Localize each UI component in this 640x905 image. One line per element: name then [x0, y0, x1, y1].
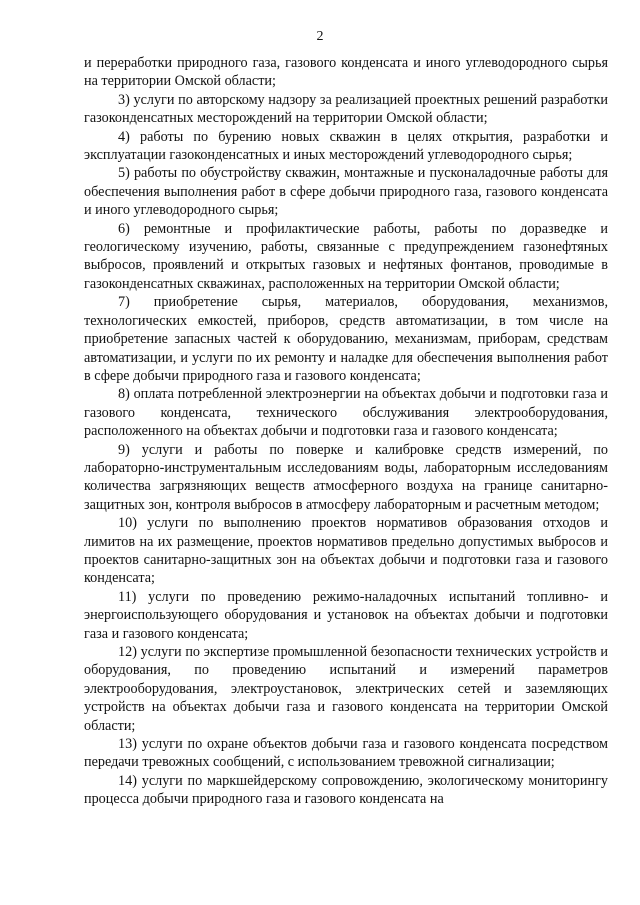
- paragraph-item-13: 13) услуги по охране объектов добычи газа и газового конденсата посредством передачи тревожных сообщений, с использованием тревожной сигнализации;: [84, 736, 608, 771]
- paragraph-item-6: 6) ремонтные и профилактические работы, работы по доразведке и геологическому изучению, работы, связанные с предупреждением газонефтяных выбросов, проявлений и открытых газовых и нефтяных фонтанов, проводимые в газоконденсатных скважинах, расположенных на территории Омской области;: [84, 220, 608, 292]
- page-number: 2: [316, 29, 324, 44]
- paragraph-item-14: 14) услуги по маркшейдерскому сопровождению, экологическому мониторингу процесса добычи природного газа и газового конденсата на: [84, 772, 608, 808]
- paragraph-item-3: 3) услуги по авторскому надзору за реализацией проектных решений разработки газоконденсатных месторождений на территории Омской области;: [84, 91, 608, 127]
- document-body: [84, 54, 608, 809]
- paragraph-item-7: 7) приобретение сырья, материалов, оборудования, механизмов, технологических емкостей, приборов, средств автоматизации, в том числе на приобретение запасных частей к оборудованию, механизмам, приборам, средствам автоматизации, и услуги по их ремонту и наладке для обеспечения выполнения работ в сфере добычи природного газа и газового конденсата;: [84, 294, 608, 384]
- paragraph-item-12: 12) услуги по экспертизе промышленной безопасности технических устройств и оборудования, по проведению испытаний и измерений параметров электрооборудования, электроустановок, электрических сетей и заземляющих устройств на объектах добычи газа и газового конденсата на территории Омской области;: [84, 644, 608, 734]
- paragraph-item-5: 5) работы по обустройству скважин, монтажные и пусконаладочные работы для обеспечения выполнения работ в сфере добычи природного газа, газового конденсата и иного углеводородного сырья;: [84, 165, 608, 219]
- paragraph-item-11: 11) услуги по проведению режимо-наладочных испытаний топливно- и энергоиспользующего оборудования и установок на объектах добычи и подготовки газа и газового конденсата;: [84, 588, 608, 642]
- paragraph-item-8: 8) оплата потребленной электроэнергии на объектах добычи и подготовки газа и газового конденсата, технического обслуживания электрооборудования, расположенного на объектах добычи и подготовки газа и газового конденсата;: [84, 386, 608, 440]
- paragraph-item-10: 10) услуги по выполнению проектов нормативов образования отходов и лимитов на их размещение, проектов нормативов предельно допустимых выбросов и проектов санитарно-защитных зон на объектах добычи и подготовки газа и газового конденсата;: [84, 515, 608, 587]
- paragraph-item-9: 9) услуги и работы по поверке и калибровке средств измерений, по лабораторно-инструментальным исследованиям воды, лабораторным исследованиям количества загрязняющих веществ атмосферного воздуха на границе санитарно-защитных зон, контроля выбросов в атмосферу лабораторным и расчетным методом;: [84, 441, 608, 513]
- paragraph-item-4: 4) работы по бурению новых скважин в целях открытия, разработки и эксплуатации газоконденсатных и иных месторождений углеводородного сырья;: [84, 128, 608, 164]
- paragraph-continuation: и переработки природного газа, газового конденсата и иного углеводородного сырья на территории Омской области;: [84, 55, 608, 90]
